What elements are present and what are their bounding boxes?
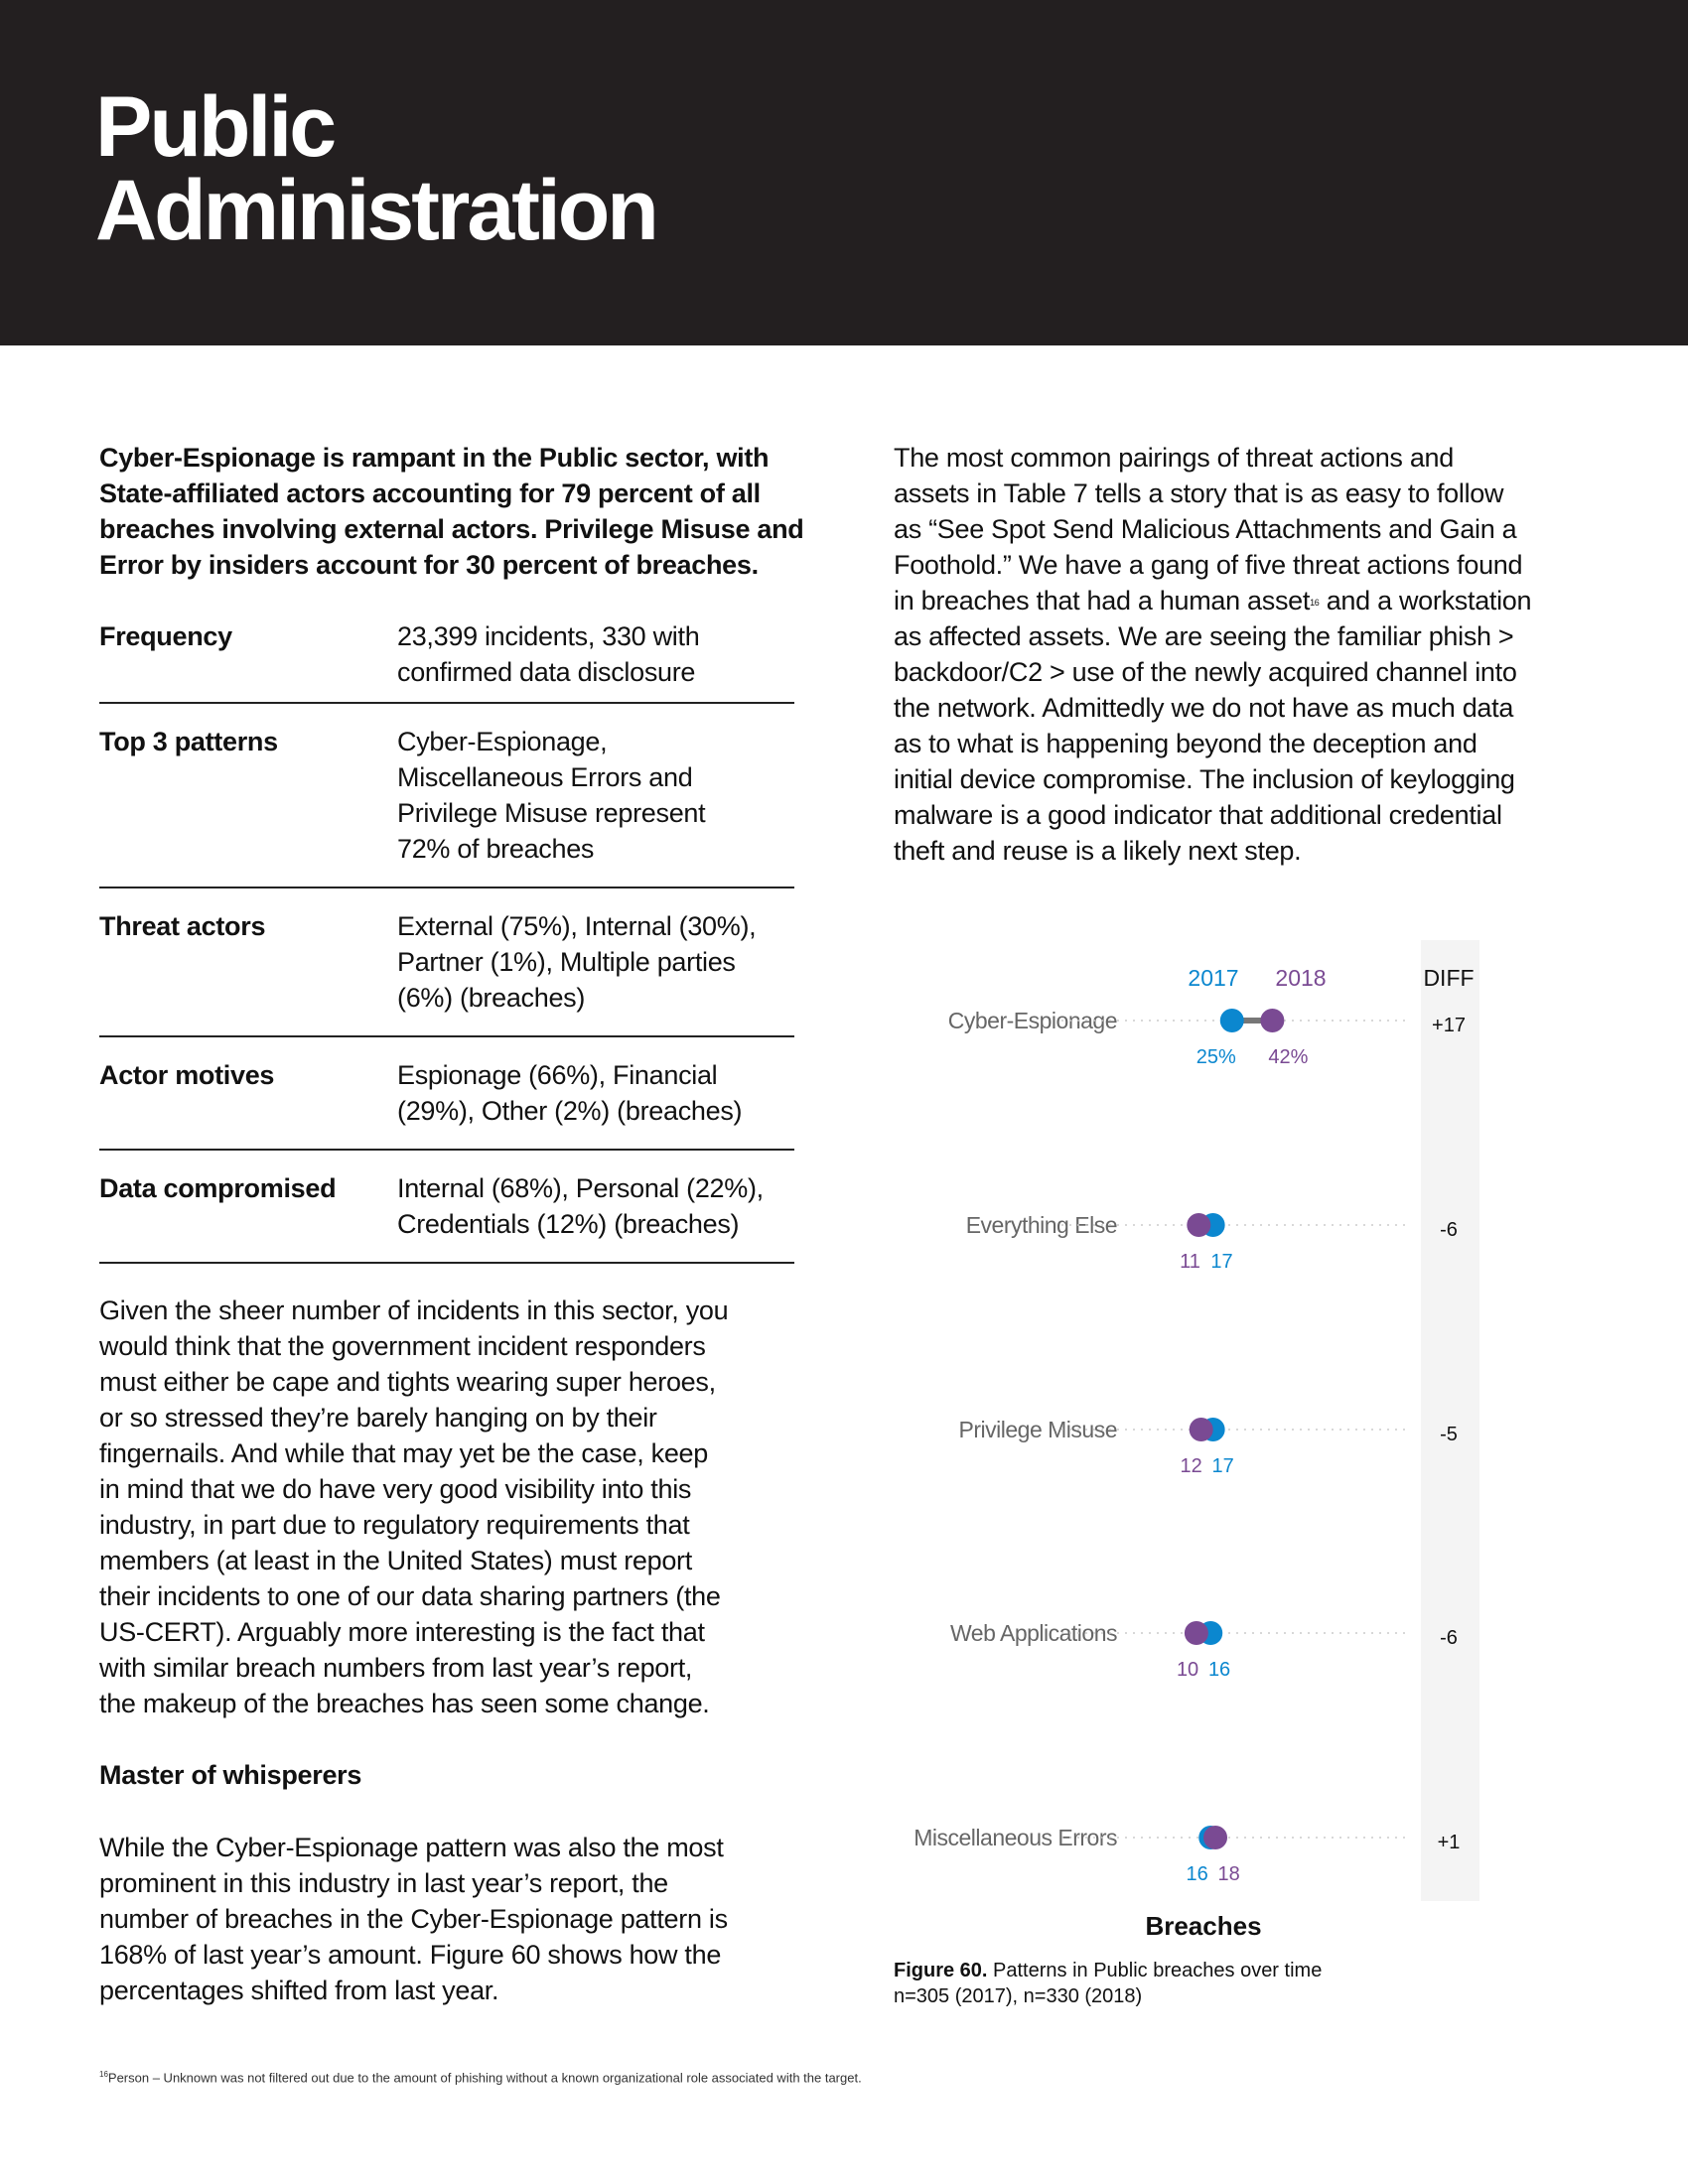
footnote bbox=[99, 2070, 862, 2085]
dot-2018 bbox=[1203, 1826, 1227, 1849]
right-paragraph bbox=[894, 440, 1531, 869]
value-label-2018: 12 bbox=[1180, 1455, 1202, 1477]
text-line: theft and reuse is a likely next step. bbox=[894, 836, 1302, 866]
text: in breaches that had a human asset bbox=[894, 586, 1311, 615]
text-line: confirmed data disclosure bbox=[397, 657, 696, 687]
header-banner bbox=[0, 0, 1688, 345]
diff-value: +17 bbox=[1432, 1015, 1466, 1036]
text-line: backdoor/C2 > use of the newly acquired channel into bbox=[894, 657, 1517, 687]
body-paragraph bbox=[99, 1293, 728, 1721]
text-line: 168% of last year’s amount. Figure 60 shows how the bbox=[99, 1940, 722, 1970]
text-line: (6%) (breaches) bbox=[397, 983, 586, 1013]
value-label-2017: 16 bbox=[1186, 1863, 1208, 1885]
dumbbell-chart bbox=[874, 933, 1509, 1956]
table-row bbox=[99, 618, 794, 704]
diff-value: -6 bbox=[1440, 1219, 1458, 1241]
text-line: malware is a good indicator that additional credential bbox=[894, 800, 1502, 830]
text-line: Internal (68%), Personal (22%), bbox=[397, 1173, 764, 1203]
text-line: the makeup of the breaches has seen some change. bbox=[99, 1689, 710, 1718]
row-value bbox=[397, 724, 794, 867]
row-label: Frequency bbox=[99, 621, 232, 651]
text-line: Credentials (12%) (breaches) bbox=[397, 1209, 740, 1239]
diff-value: +1 bbox=[1437, 1832, 1461, 1853]
category-label: Privilege Misuse bbox=[958, 1417, 1117, 1442]
value-label-2018: 11 bbox=[1180, 1251, 1200, 1273]
text-line: industry, in part due to regulatory requirements that bbox=[99, 1510, 690, 1540]
text-line: Partner (1%), Multiple parties bbox=[397, 947, 736, 977]
text-line: 23,399 incidents, 330 with bbox=[397, 621, 700, 651]
figure-caption bbox=[894, 1958, 1322, 2009]
text-line bbox=[894, 583, 1531, 618]
table-row bbox=[99, 888, 794, 1037]
text-line: Error by insiders account for 30 percent of breaches. bbox=[99, 550, 759, 580]
diff-header: DIFF bbox=[1423, 965, 1475, 991]
text-line: State-affiliated actors accounting for 79 percent of all bbox=[99, 478, 761, 508]
row-value bbox=[397, 618, 794, 690]
row-label: Actor motives bbox=[99, 1060, 275, 1090]
dot-2018 bbox=[1187, 1213, 1210, 1237]
diff-column-bg bbox=[1421, 940, 1479, 1901]
value-label-2017: 16 bbox=[1207, 1659, 1231, 1681]
text-line: Cyber-Espionage, bbox=[397, 727, 608, 756]
value-label-2017: 17 bbox=[1211, 1455, 1234, 1477]
caption-label: Figure 60. bbox=[894, 1960, 988, 1981]
caption-sample-size: n=305 (2017), n=330 (2018) bbox=[894, 1985, 1143, 2007]
text-line: as “See Spot Send Malicious Attachments and Gain a bbox=[894, 514, 1517, 544]
text-line: initial device compromise. The inclusion of keylogging bbox=[894, 764, 1515, 794]
text-line: number of breaches in the Cyber-Espionage pattern is bbox=[99, 1904, 728, 1934]
page-title bbox=[95, 79, 656, 258]
footnote-text: Person – Unknown was not filtered out due to the amount of phishing without a known organizational role associated with the target. bbox=[107, 2070, 862, 2086]
text-line: breaches involving external actors. Privilege Misuse and bbox=[99, 514, 804, 544]
body-paragraph bbox=[99, 1830, 728, 2008]
diff-value: -6 bbox=[1440, 1627, 1458, 1649]
row-label: Top 3 patterns bbox=[99, 727, 278, 756]
dot-2018 bbox=[1185, 1621, 1208, 1645]
table-row bbox=[99, 1151, 794, 1264]
text-line: Privilege Misuse represent bbox=[397, 798, 706, 828]
table-row bbox=[99, 1037, 794, 1151]
text-line: prominent in this industry in last year’s report, the bbox=[99, 1868, 668, 1898]
text-line: (29%), Other (2%) (breaches) bbox=[397, 1096, 743, 1126]
text-line: Given the sheer number of incidents in this sector, you bbox=[99, 1296, 729, 1325]
subheading: Master of whisperers bbox=[99, 1760, 362, 1790]
value-label-2018: 42% bbox=[1268, 1046, 1309, 1068]
text-line: percentages shifted from last year. bbox=[99, 1976, 499, 2005]
text-line: would think that the government incident responders bbox=[99, 1331, 706, 1361]
text-line: with similar breach numbers from last year’s report, bbox=[99, 1653, 693, 1683]
text-line: Foothold.” We have a gang of five threat actions found bbox=[894, 550, 1523, 580]
category-label: Miscellaneous Errors bbox=[914, 1825, 1117, 1850]
row-value bbox=[397, 1170, 794, 1242]
caption-text: Patterns in Public breaches over time bbox=[987, 1960, 1323, 1981]
title-line: Public bbox=[95, 79, 335, 175]
dot-2018 bbox=[1190, 1418, 1213, 1441]
row-value bbox=[397, 1057, 794, 1129]
text-line: their incidents to one of our data sharing partners (the bbox=[99, 1581, 721, 1611]
category-label: Cyber-Espionage bbox=[947, 1008, 1117, 1033]
text: and a workstation bbox=[1319, 586, 1532, 615]
category-label: Web Applications bbox=[949, 1620, 1117, 1646]
legend-2017: 2017 bbox=[1188, 965, 1239, 991]
value-label-2017: 25% bbox=[1196, 1046, 1236, 1068]
text-line: 72% of breaches bbox=[397, 834, 595, 864]
text-line: members (at least in the United States) must report bbox=[99, 1546, 692, 1575]
row-label: Data compromised bbox=[99, 1173, 337, 1203]
title-line: Administration bbox=[95, 163, 656, 258]
footnote-mark: 16 bbox=[99, 2070, 108, 2079]
text-line: Cyber-Espionage is rampant in the Public sector, with bbox=[99, 443, 770, 473]
table-row bbox=[99, 704, 794, 888]
diff-value: -5 bbox=[1440, 1424, 1458, 1445]
dot-2017 bbox=[1220, 1009, 1244, 1032]
text-line: fingernails. And while that may yet be the case, keep bbox=[99, 1438, 708, 1468]
text-line: assets in Table 7 tells a story that is as easy to follow bbox=[894, 478, 1504, 508]
text-line: While the Cyber-Espionage pattern was also the most bbox=[99, 1833, 724, 1862]
text-line: US-CERT). Arguably more interesting is the fact that bbox=[99, 1617, 705, 1647]
text-line: or so stressed they’re barely hanging on by their bbox=[99, 1403, 657, 1433]
chart-title: Breaches bbox=[1145, 1911, 1262, 1941]
text-line: must either be cape and tights wearing super heroes, bbox=[99, 1367, 716, 1397]
value-label-2017: 17 bbox=[1210, 1251, 1233, 1273]
value-label-2018: 18 bbox=[1217, 1863, 1240, 1885]
footnote-marker[interactable]: 16 bbox=[1310, 598, 1320, 608]
row-label: Threat actors bbox=[99, 911, 266, 941]
legend-2018: 2018 bbox=[1275, 965, 1327, 991]
text-line: as to what is happening beyond the deception and bbox=[894, 729, 1477, 758]
text-line: as affected assets. We are seeing the familiar phish > bbox=[894, 621, 1514, 651]
summary-table bbox=[99, 618, 794, 1264]
category-label: Everything Else bbox=[965, 1212, 1117, 1238]
text-line: The most common pairings of threat actions and bbox=[894, 443, 1454, 473]
row-value bbox=[397, 908, 794, 1016]
text-line: Miscellaneous Errors and bbox=[397, 762, 693, 792]
dot-2018 bbox=[1260, 1009, 1284, 1032]
text-line: Espionage (66%), Financial bbox=[397, 1060, 718, 1090]
value-label-2018: 10 bbox=[1176, 1659, 1199, 1681]
text-line: the network. Admittedly we do not have as much data bbox=[894, 693, 1514, 723]
text-line: External (75%), Internal (30%), bbox=[397, 911, 757, 941]
text-line: in mind that we do have very good visibility into this bbox=[99, 1474, 692, 1504]
intro-summary bbox=[99, 440, 804, 583]
